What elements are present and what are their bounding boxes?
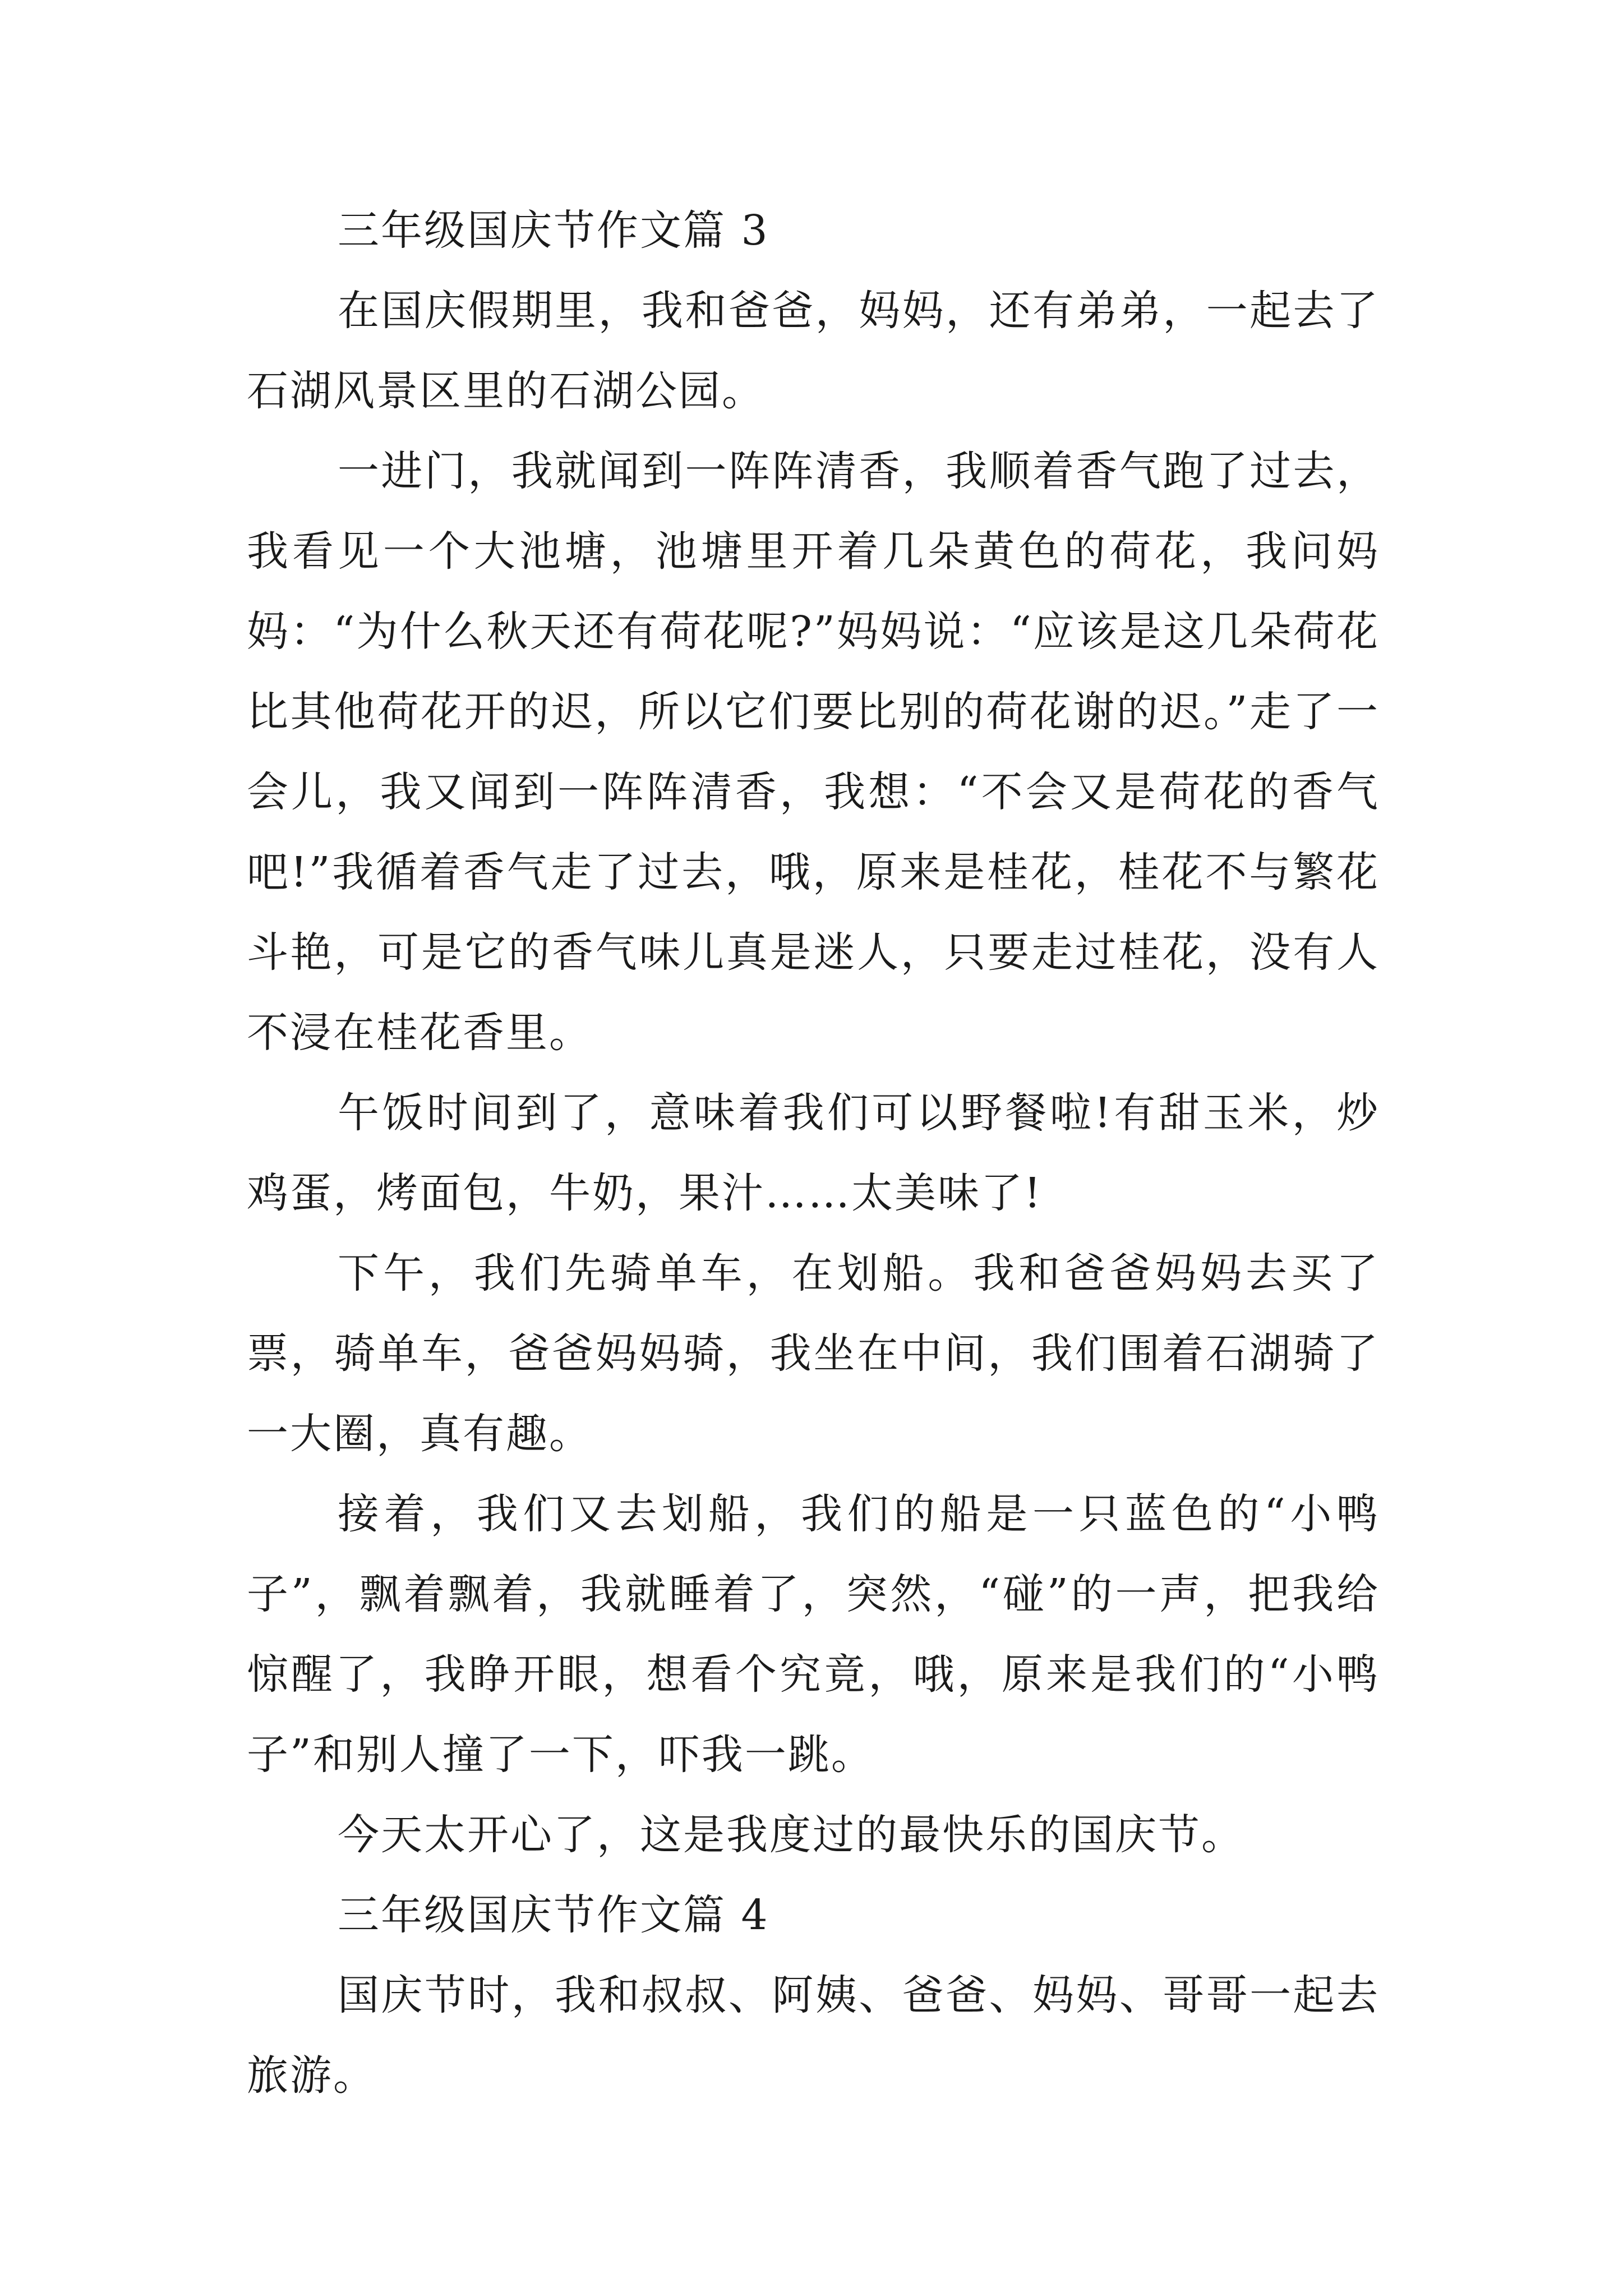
essay-heading: 三年级国庆节作文篇 4	[338, 1891, 769, 1939]
paragraph: 一进门，我就闻到一阵阵清香，我顺着香气跑了过去，我看见一个大池塘，池塘里开着几朵黄色的荷花，我问妈妈：“为什么秋天还有荷花呢?”妈妈说：“应该是这几朵荷花比其他荷花开的迟，所以它们要比别的荷花谢的迟。”走了一会儿，我又闻到一阵阵清香，我想：“不会又是荷花的香气吧!”我循着香气走了过去，哦，原来是桂花，桂花不与繁花斗艳，可是它的香气味儿真是迷人，只要走过桂花，没有人不浸在桂花香里。	[247, 447, 1380, 1057]
paragraph: 下午，我们先骑单车，在划船。我和爸爸妈妈去买了票，骑单车，爸爸妈妈骑，我坐在中间，我们围着石湖骑了一大圈，真有趣。	[247, 1249, 1380, 1458]
essay-heading: 三年级国庆节作文篇 3	[338, 206, 769, 255]
paragraph: 午饭时间到了，意味着我们可以野餐啦!有甜玉米，炒鸡蛋，烤面包，牛奶，果汁……太美味了!	[247, 1089, 1380, 1217]
paragraph: 今天太开心了，这是我度过的最快乐的国庆节。	[338, 1811, 1244, 1859]
document-body	[247, 191, 1380, 2116]
paragraph: 在国庆假期里，我和爸爸，妈妈，还有弟弟，一起去了石湖风景区里的石湖公园。	[247, 287, 1380, 415]
paragraph: 国庆节时，我和叔叔、阿姨、爸爸、妈妈、哥哥一起去旅游。	[247, 1971, 1380, 2100]
paragraph: 接着，我们又去划船，我们的船是一只蓝色的“小鸭子”，飘着飘着，我就睡着了，突然，“碰”的一声，把我给惊醒了，我睁开眼，想看个究竟，哦，原来是我们的“小鸭子”和别人撞了一下，吓我一跳。	[247, 1490, 1380, 1779]
